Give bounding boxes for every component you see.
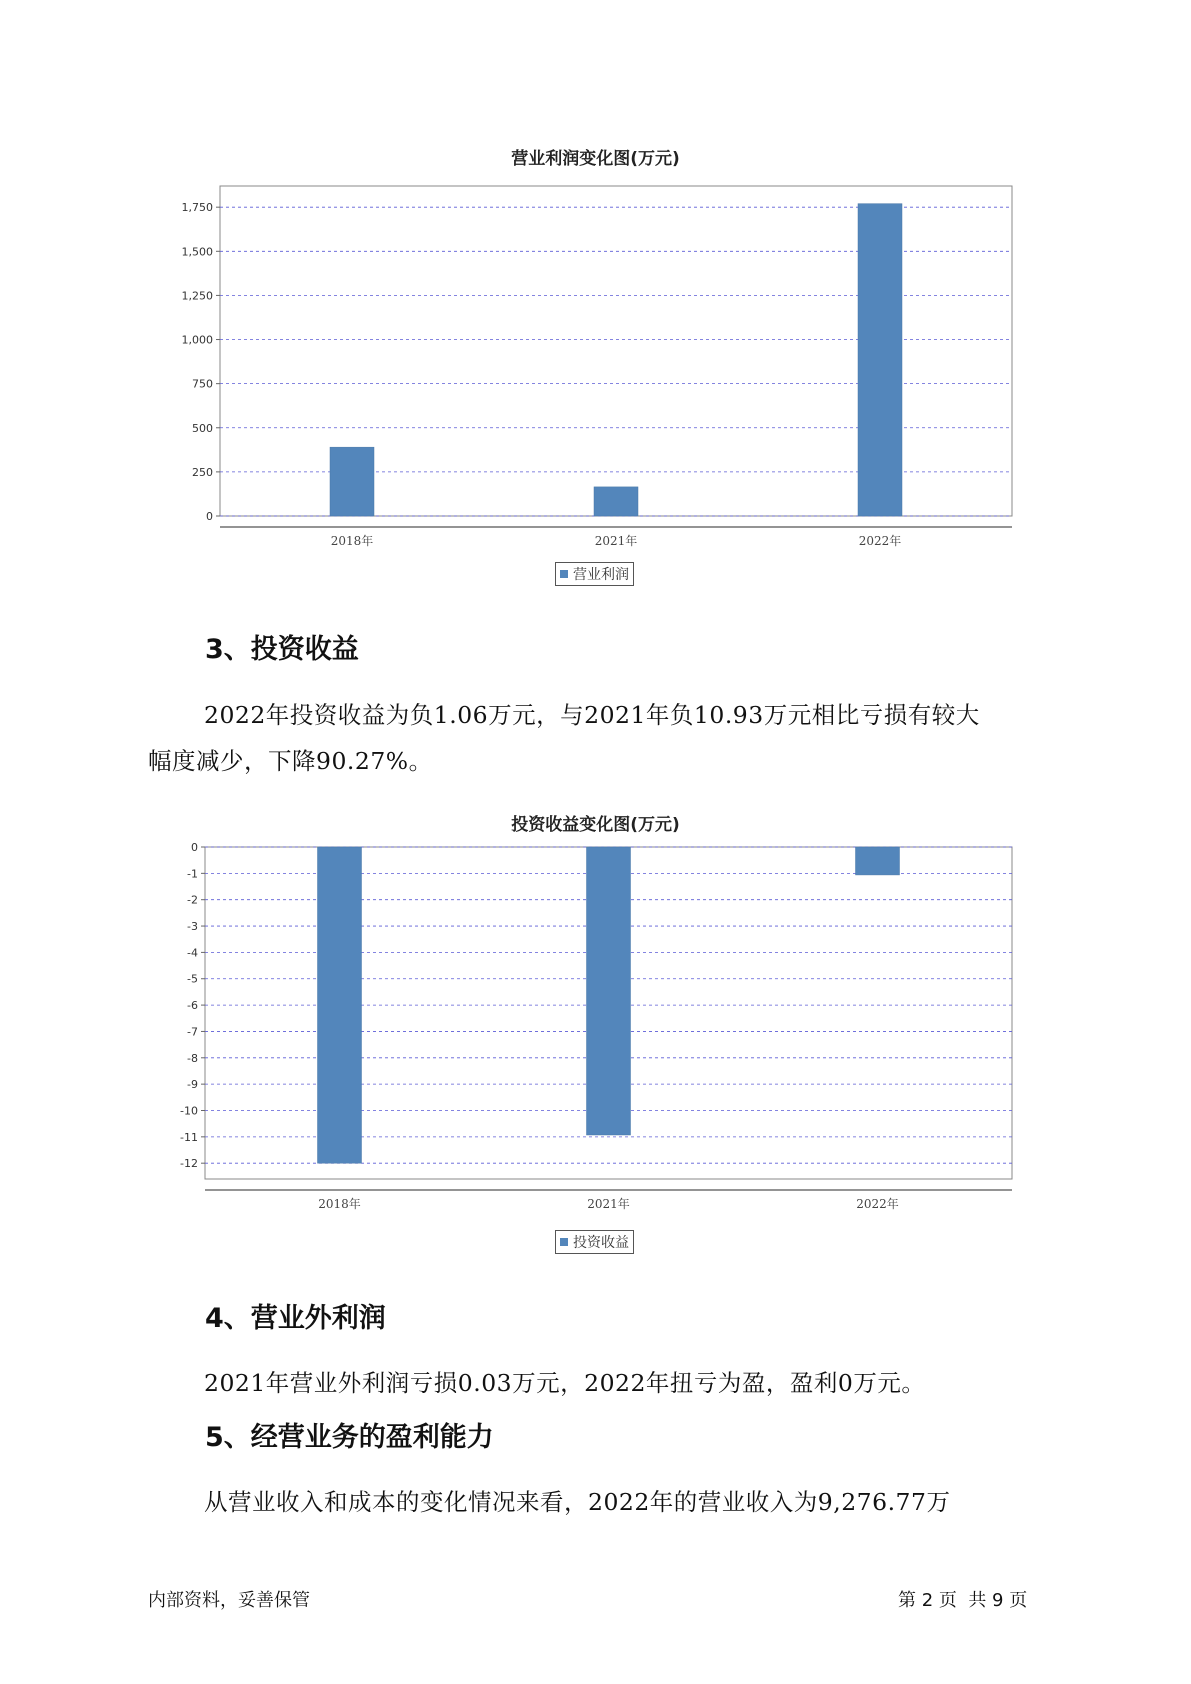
chart2-legend — [555, 1230, 634, 1254]
chart2-title: 投资收益变化图(万元) — [511, 815, 680, 835]
bar-2022年 — [856, 847, 900, 875]
section-3-heading: 3、投资收益 — [205, 634, 359, 665]
x-category-label: 2022年 — [858, 534, 902, 548]
y-tick-label: 1,250 — [181, 289, 213, 303]
y-tick-label: -3 — [187, 920, 198, 934]
section-4-heading: 4、营业外利润 — [205, 1303, 386, 1334]
y-tick-label: 0 — [206, 510, 213, 523]
y-tick-label: 500 — [192, 421, 213, 435]
x-category-label: 2021年 — [594, 534, 638, 548]
y-tick-label: -7 — [187, 1025, 198, 1039]
chart1-title: 营业利润变化图(万元) — [511, 149, 680, 169]
y-tick-label: -2 — [187, 893, 198, 907]
y-tick-label: -4 — [187, 946, 198, 960]
y-tick-label: -10 — [180, 1104, 198, 1118]
y-tick-label: 250 — [192, 465, 213, 479]
section-3-paragraph-line2: 幅度减少，下降90.27%。 — [148, 747, 433, 775]
y-tick-label: -11 — [180, 1130, 198, 1144]
x-category-label: 2022年 — [856, 1197, 899, 1211]
x-category-label: 2018年 — [318, 1197, 361, 1211]
y-tick-label: -8 — [187, 1051, 198, 1065]
section-3-paragraph-line1: 2022年投资收益为负1.06万元，与2021年负10.93万元相比亏损有较大 — [204, 701, 980, 729]
y-tick-label: 1,000 — [181, 333, 213, 347]
y-tick-label: -5 — [187, 972, 198, 986]
legend-swatch — [560, 1238, 568, 1246]
y-tick-label: 1,750 — [181, 201, 213, 215]
chart2-legend-label: 投资收益 — [573, 1235, 629, 1251]
section-5-heading: 5、经营业务的盈利能力 — [205, 1422, 494, 1453]
bar-2018年 — [318, 847, 362, 1163]
section-4-paragraph: 2021年营业外利润亏损0.03万元，2022年扭亏为盈，盈利0万元。 — [204, 1369, 926, 1397]
x-category-label: 2021年 — [587, 1197, 630, 1211]
y-tick-label: 0 — [191, 841, 198, 854]
y-tick-label: -12 — [180, 1157, 198, 1171]
y-tick-label: -9 — [187, 1078, 198, 1092]
section-5-paragraph: 从营业收入和成本的变化情况来看，2022年的营业收入为9,276.77万 — [204, 1488, 951, 1516]
footer-confidential-note: 内部资料，妥善保管 — [148, 1590, 310, 1611]
y-tick-label: -6 — [187, 999, 198, 1013]
footer-page-number: 第 2 页 共 9 页 — [898, 1590, 1028, 1611]
y-tick-label: 1,500 — [181, 245, 213, 259]
y-tick-label: -1 — [187, 867, 198, 881]
x-category-label: 2018年 — [330, 534, 374, 548]
chart1-legend-label: 营业利润 — [573, 567, 629, 583]
bar-2021年 — [587, 847, 631, 1135]
y-tick-label: 750 — [192, 377, 213, 391]
